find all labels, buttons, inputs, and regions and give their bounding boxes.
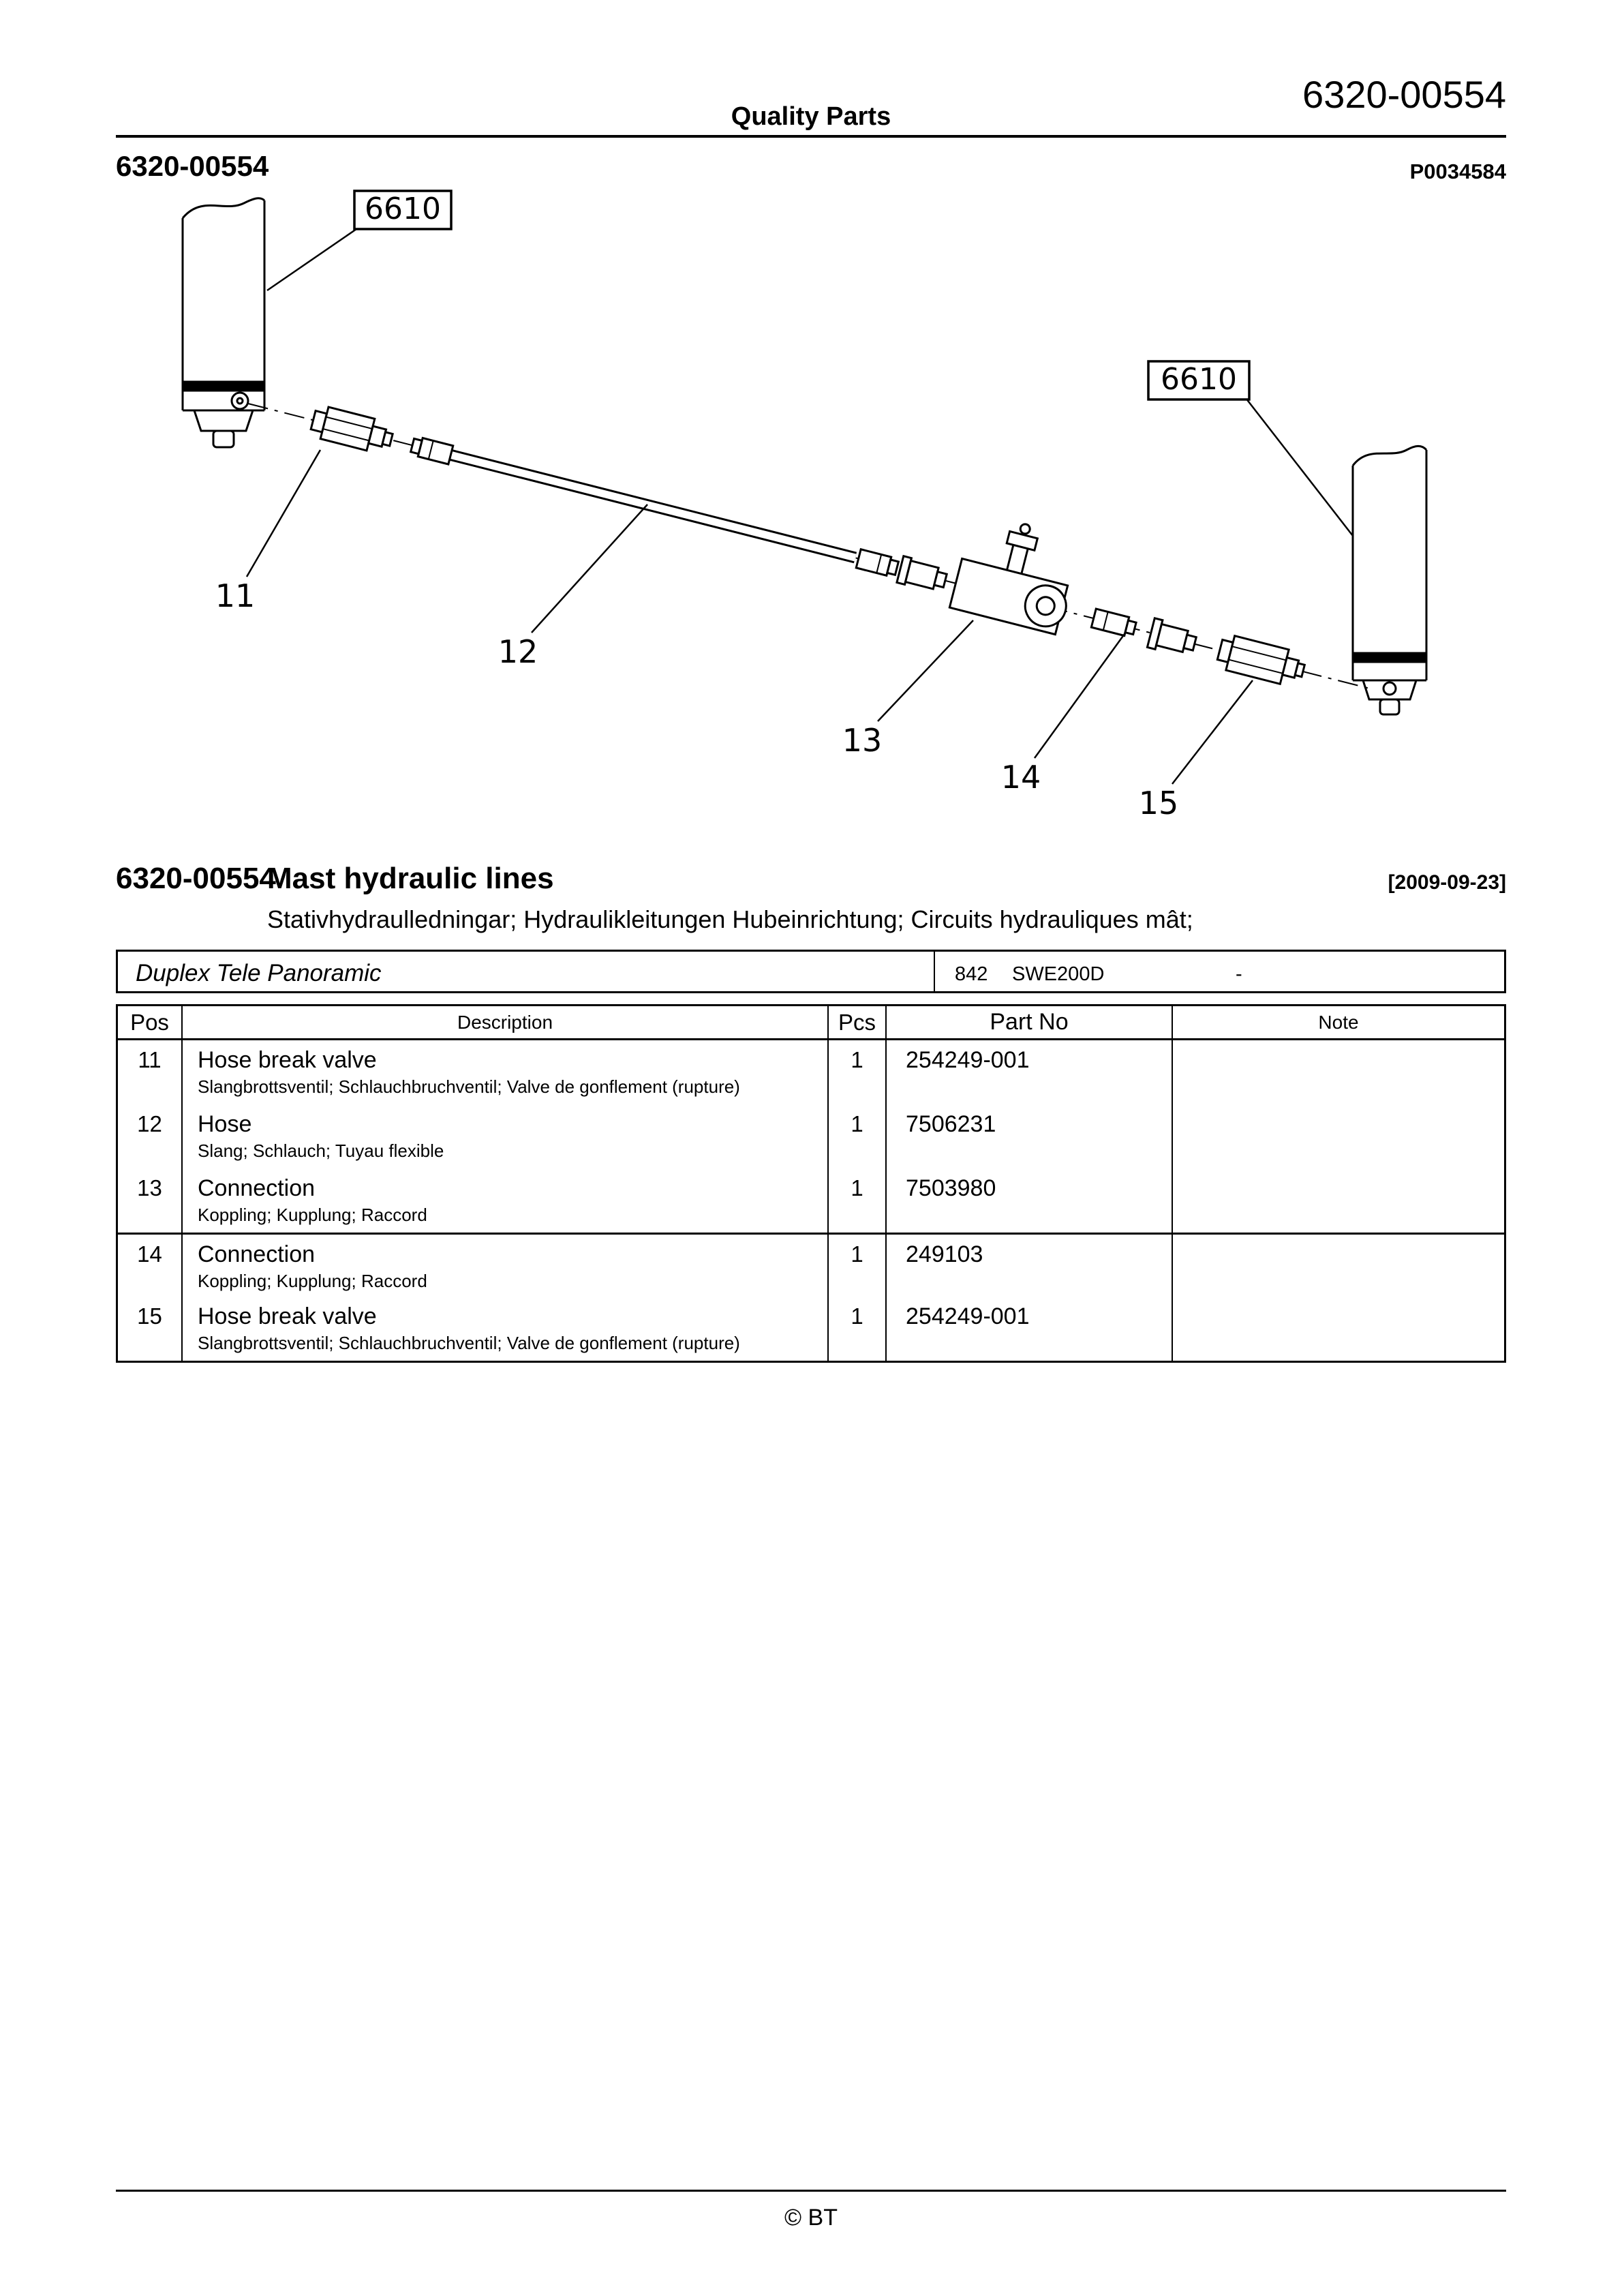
part-14-connection xyxy=(1091,609,1137,637)
doc-number: 6320-00554 xyxy=(116,150,269,182)
part-no-cell: 7506231 xyxy=(887,1104,1173,1168)
pos-cell: 11 xyxy=(118,1040,183,1104)
table-row xyxy=(118,1297,1504,1361)
description-translations: Slangbrottsventil; Schlauchbruchventil; Valve de gonflement (rupture) xyxy=(198,1076,740,1097)
header-note: Note xyxy=(1318,1011,1359,1033)
table-row xyxy=(118,1233,1504,1297)
pcs-cell: 1 xyxy=(829,1040,887,1104)
part-15-hose-break-valve xyxy=(1215,633,1307,689)
callout-right-label: 6610 xyxy=(1161,362,1237,397)
pos-cell: 15 xyxy=(118,1297,183,1361)
description-cell xyxy=(183,1040,829,1104)
pcs-cell: 1 xyxy=(829,1297,887,1361)
description-cell xyxy=(183,1235,829,1297)
description-main: Connection xyxy=(198,1241,316,1267)
item-labels xyxy=(215,450,1253,821)
pos-cell: 12 xyxy=(118,1104,183,1168)
part-no-cell: 249103 xyxy=(887,1235,1173,1297)
table-header-row xyxy=(118,1006,1504,1040)
model-serial-range: - xyxy=(1236,963,1242,985)
part-no-cell: 254249-001 xyxy=(887,1297,1173,1361)
description-main: Hose break valve xyxy=(198,1303,377,1329)
part-13-connection-block xyxy=(949,511,1084,635)
note-cell xyxy=(1173,1104,1504,1168)
header-pos: Pos xyxy=(118,1006,183,1038)
hose-end-fitting-right xyxy=(856,549,899,577)
part-no-cell: 7503980 xyxy=(887,1168,1173,1233)
description-translations: Koppling; Kupplung; Raccord xyxy=(198,1271,427,1291)
header-pcs: Pcs xyxy=(829,1006,887,1038)
part-14-coupling xyxy=(1147,618,1198,659)
part-12-hose xyxy=(450,455,855,558)
description-main: Hose break valve xyxy=(198,1047,377,1073)
section-title: Mast hydraulic lines xyxy=(267,862,554,895)
note-cell xyxy=(1173,1297,1504,1361)
note-cell xyxy=(1173,1040,1504,1104)
table-row xyxy=(118,1104,1504,1168)
hose-end-fitting-left xyxy=(410,436,453,464)
part-no-cell: 254249-001 xyxy=(887,1040,1173,1104)
header-description: Description xyxy=(183,1006,829,1038)
note-cell xyxy=(1173,1168,1504,1233)
parts-diagram xyxy=(0,176,1622,864)
pos-cell: 14 xyxy=(118,1235,183,1297)
parts-table xyxy=(116,1004,1506,1363)
pcs-cell: 1 xyxy=(829,1235,887,1297)
left-mast-tube xyxy=(183,198,264,447)
description-main: Hose xyxy=(198,1111,252,1137)
label-13: 13 xyxy=(842,722,883,759)
photo-reference: P0034584 xyxy=(1409,160,1506,183)
label-15: 15 xyxy=(1138,785,1179,821)
pos-cell: 13 xyxy=(118,1168,183,1233)
label-12: 12 xyxy=(498,633,538,670)
description-cell xyxy=(183,1168,829,1233)
footer-brand: © BT xyxy=(784,2205,838,2231)
pcs-cell: 1 xyxy=(829,1168,887,1233)
model-code: 842 xyxy=(955,963,988,985)
footer-rule xyxy=(116,2190,1506,2192)
pcs-cell: 1 xyxy=(829,1104,887,1168)
description-cell xyxy=(183,1104,829,1168)
description-translations: Koppling; Kupplung; Raccord xyxy=(198,1205,427,1225)
section-date: [2009-09-23] xyxy=(1388,871,1506,894)
coupling-fitting xyxy=(897,556,949,594)
model-variant: SWE200D xyxy=(1012,963,1105,985)
callout-6610-left xyxy=(267,191,451,290)
description-main: Connection xyxy=(198,1175,316,1201)
right-mast-tube xyxy=(1353,446,1426,714)
page-header-doc-number: 6320-00554 xyxy=(1302,73,1506,116)
label-11: 11 xyxy=(215,577,256,614)
part-11-hose-break-valve xyxy=(309,404,395,456)
table-row xyxy=(118,1168,1504,1233)
callout-6610-right xyxy=(1148,361,1353,536)
table-row xyxy=(118,1040,1504,1104)
label-14: 14 xyxy=(1000,759,1041,796)
description-cell xyxy=(183,1297,829,1361)
model-divider xyxy=(934,952,935,991)
callout-left-label: 6610 xyxy=(365,192,441,226)
model-box xyxy=(116,950,1506,993)
model-name: Duplex Tele Panoramic xyxy=(136,960,382,986)
note-cell xyxy=(1173,1235,1504,1297)
section-number: 6320-00554 xyxy=(116,862,276,895)
header-part-no: Part No xyxy=(887,1006,1173,1038)
header-rule xyxy=(116,135,1506,138)
page-header-title: Quality Parts xyxy=(731,102,891,131)
description-translations: Slangbrottsventil; Schlauchbruchventil; Valve de gonflement (rupture) xyxy=(198,1333,740,1353)
section-subtitle: Stativhydraulledningar; Hydraulikleitungen Hubeinrichtung; Circuits hydrauliques mât; xyxy=(267,905,1193,933)
description-translations: Slang; Schlauch; Tuyau flexible xyxy=(198,1141,444,1161)
